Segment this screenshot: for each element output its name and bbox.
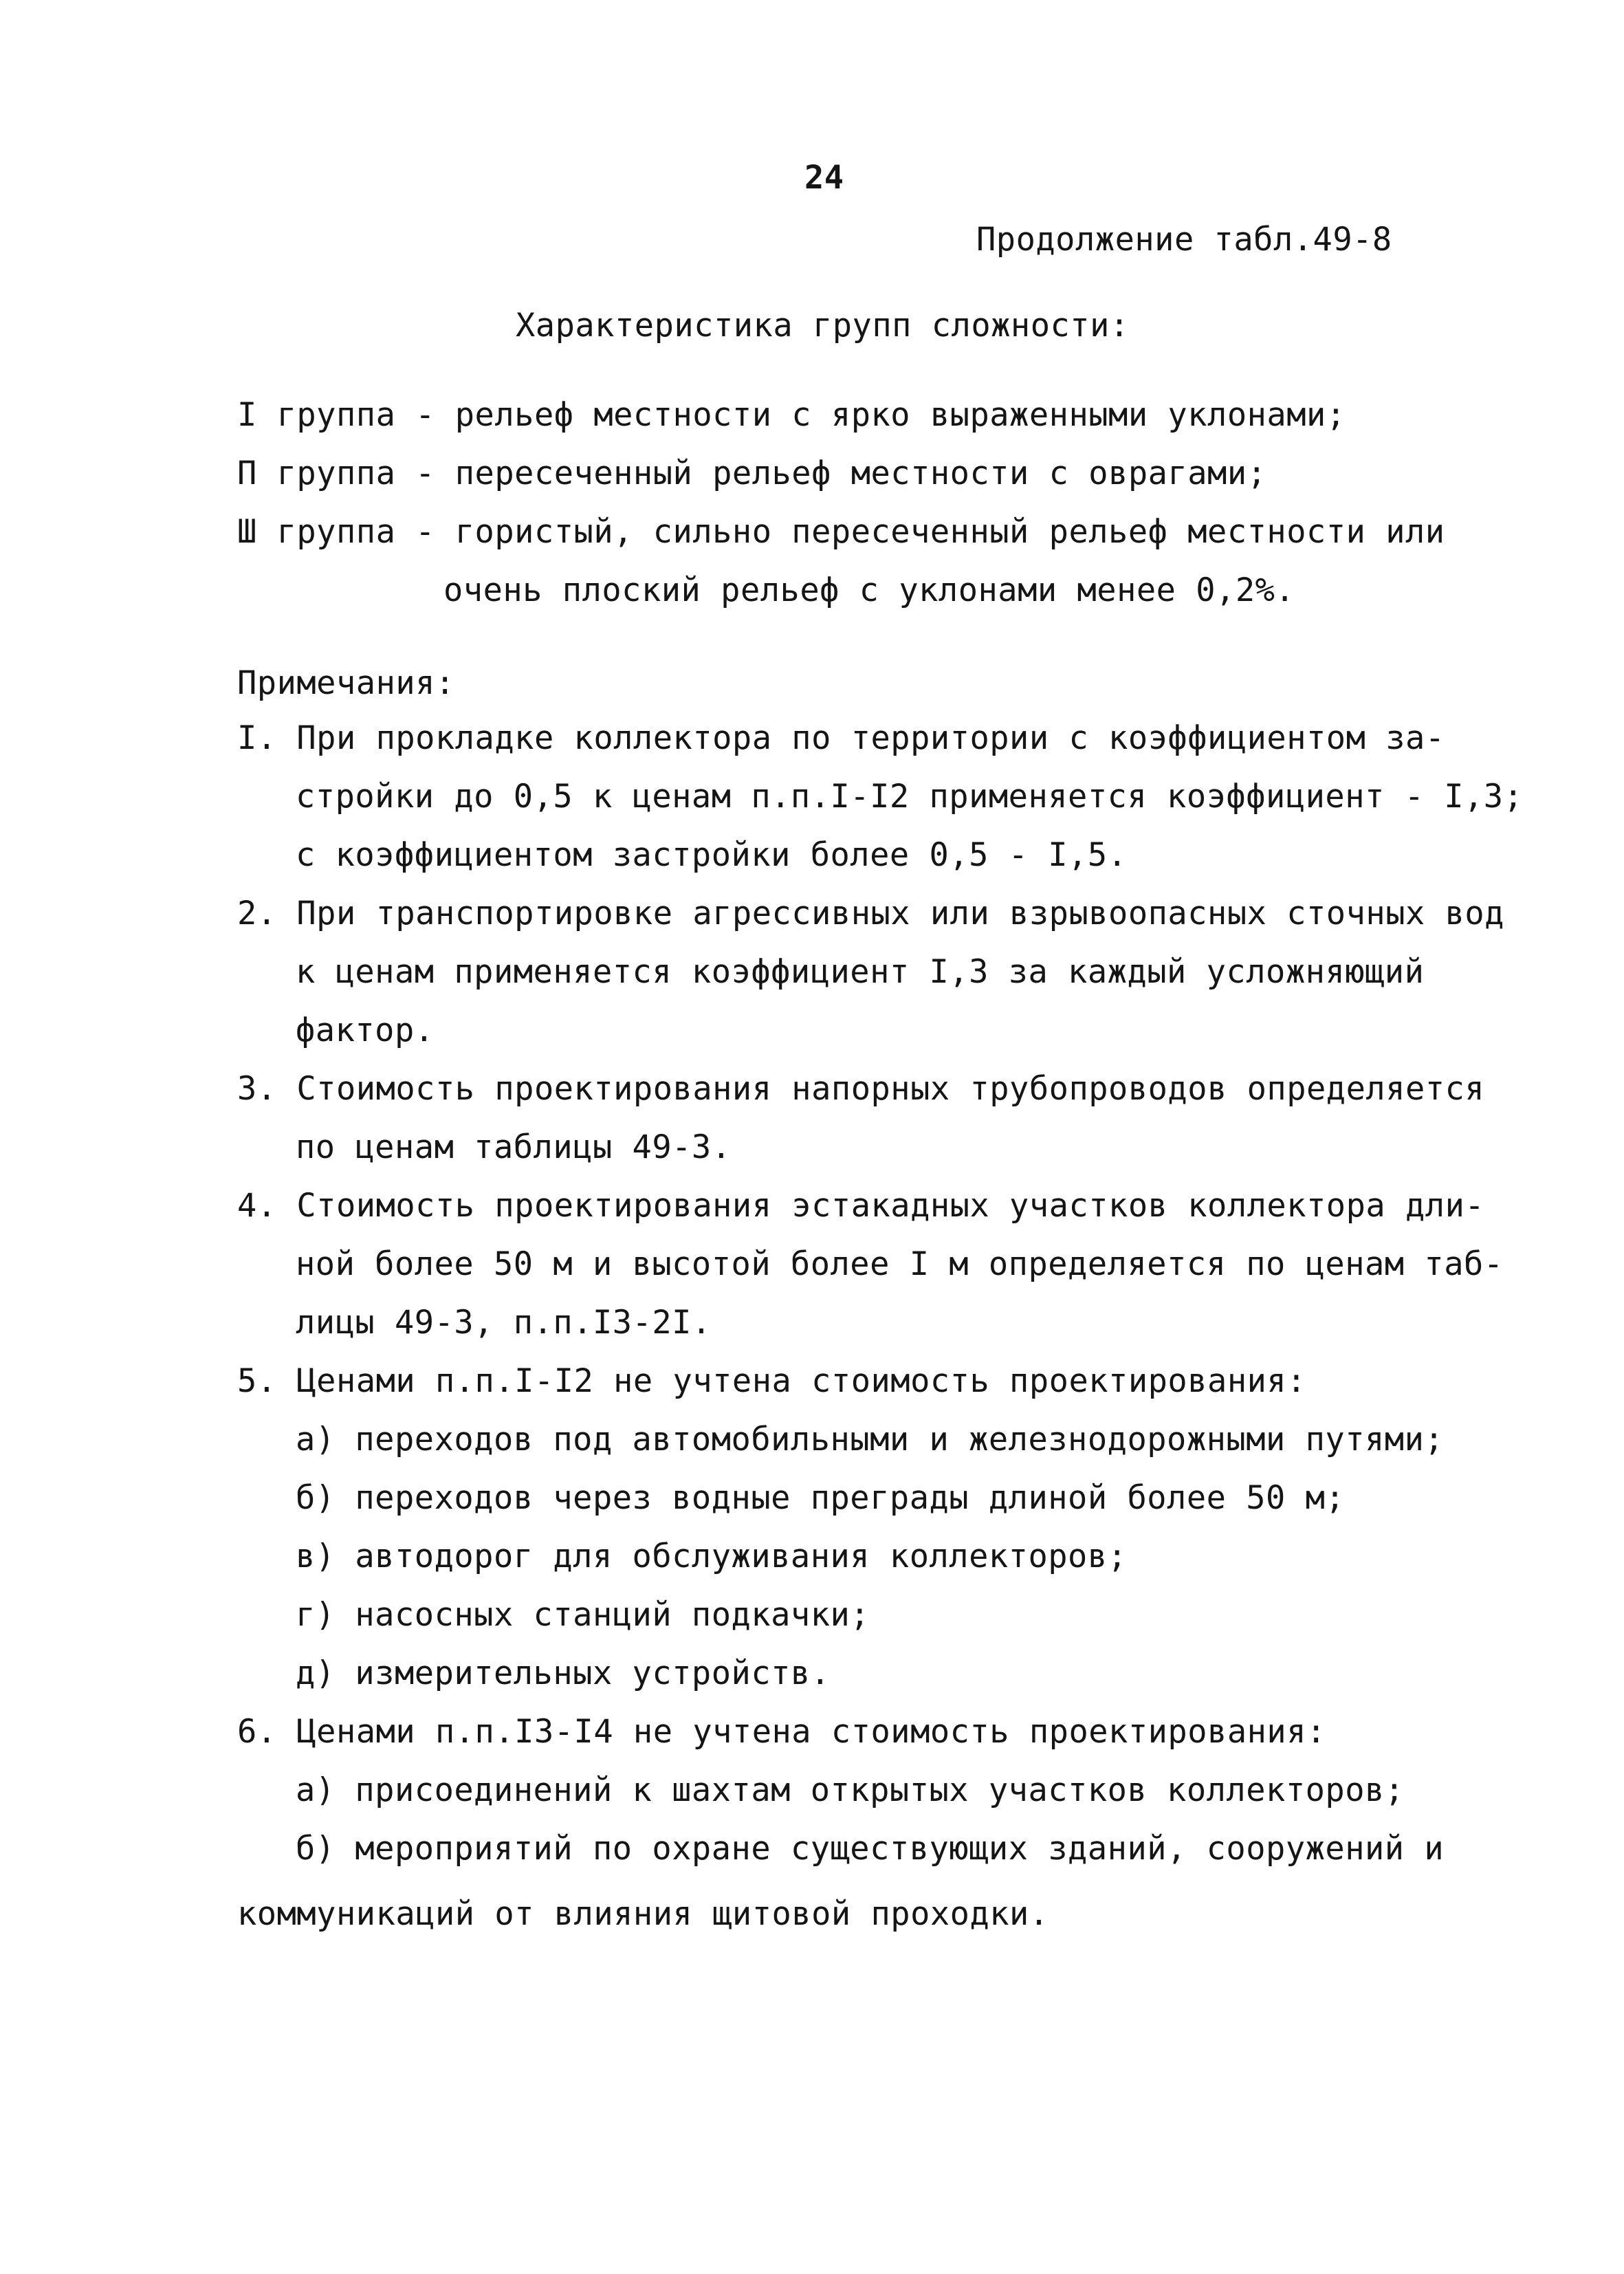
group-3: Ш группа - гористый, сильно пересеченный рельеф местности или — [237, 513, 1445, 551]
note-5-item-d: г) насосных станций подкачки; — [296, 1596, 870, 1634]
note-6-line-1: 6. Ценами п.п.I3-I4 не учтена стоимость проектирования: — [237, 1713, 1326, 1751]
note-2-line-2: к ценам применяется коэффициент I,3 за каждый усложняющий — [296, 953, 1425, 991]
note-3-line-2: по ценам таблицы 49-3. — [296, 1128, 732, 1166]
groups-heading: Характеристика групп сложности: — [516, 307, 1130, 345]
note-1-line-1: I. При прокладке коллектора по территории с коэффициентом за- — [237, 719, 1445, 757]
note-2-line-1: 2. При транспортировке агрессивных или взрывоопасных сточных вод — [237, 895, 1504, 932]
note-5-item-b: б) переходов через водные преграды длиной более 50 м; — [296, 1479, 1346, 1517]
note-1-line-3: с коэффициентом застройки более 0,5 - I,5. — [296, 836, 1128, 874]
note-5-item-c: в) автодорог для обслуживания коллекторов; — [296, 1538, 1128, 1575]
group-3-continuation: очень плоский рельеф с уклонами менее 0,2%. — [443, 571, 1295, 609]
note-5-item-a: а) переходов под автомобильными и железнодорожными путями; — [296, 1421, 1445, 1458]
page-number: 24 — [804, 159, 844, 197]
group-2: П группа - пересеченный рельеф местности с оврагами; — [237, 455, 1267, 492]
notes-heading: Примечания: — [237, 664, 455, 702]
note-2-line-3: фактор. — [296, 1012, 435, 1049]
note-1-line-2: стройки до 0,5 к ценам п.п.I-I2 применяется коэффициент - I,3; — [296, 778, 1524, 816]
table-continuation: Продолжение табл.49-8 — [976, 221, 1392, 259]
note-5-item-e: д) измерительных устройств. — [296, 1654, 831, 1692]
note-4-line-2: ной более 50 м и высотой более I м определяется по ценам таб- — [296, 1245, 1504, 1283]
note-4-line-3: лицы 49-3, п.п.I3-2I. — [296, 1304, 712, 1342]
note-4-line-1: 4. Стоимость проектирования эстакадных участков коллектора дли- — [237, 1187, 1485, 1225]
note-6-item-a: а) присоединений к шахтам открытых участков коллекторов; — [296, 1771, 1405, 1809]
note-5-line-1: 5. Ценами п.п.I-I2 не учтена стоимость проектирования: — [237, 1362, 1307, 1400]
note-3-line-1: 3. Стоимость проектирования напорных трубопроводов определяется — [237, 1070, 1485, 1108]
group-1: I группа - рельеф местности с ярко выраженными уклонами; — [237, 396, 1346, 434]
note-6-item-b: б) мероприятий по охране существующих зданий, сооружений и — [296, 1830, 1445, 1868]
note-6-item-b-continuation: коммуникаций от влияния щитовой проходки. — [237, 1895, 1049, 1933]
